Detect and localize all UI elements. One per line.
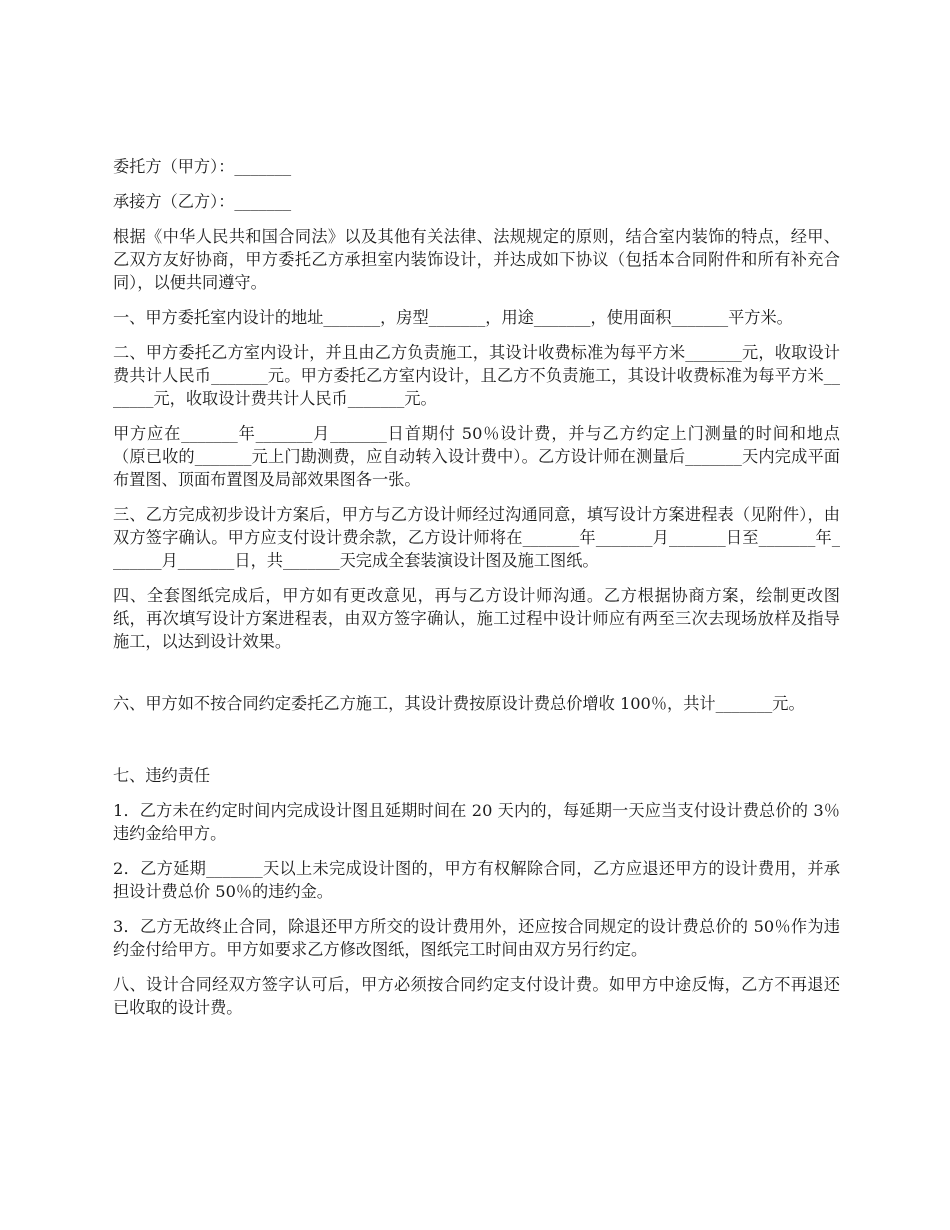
clause-2-paragraph: 二、甲方委托乙方室内设计，并且由乙方负责施工，其设计收费标准为每平方米_______元，收取设计费共计人民币_______元。甲方委托乙方室内设计，且乙方不负责施工，其设计收费标准为每平方米_______元，收取设计费共计人民币_______元。 (113, 343, 840, 408)
payment-schedule-paragraph: 甲方应在_______年_______月_______日首期付 50％设计费，并与乙方约定上门测量的时间和地点（原已收的_______元上门勘测费，应自动转入设计费中）。乙方设计师在测量后_______天内完成平面布置图、顶面布置图及局部效果图各一张。 (113, 424, 840, 489)
clause-8-paragraph: 八、设计合同经双方签字认可后，甲方必须按合同约定支付设计费。如甲方中途反悔，乙方不再退还已收取的设计费。 (113, 975, 840, 1017)
clause-7-heading: 七、违约责任 (113, 766, 211, 785)
clause-3-paragraph: 三、乙方完成初步设计方案后，甲方与乙方设计师经过沟通同意，填写设计方案进程表（见附件），由双方签字确认。甲方应支付设计费余款，乙方设计师将在_______年_______月_______日至_______年_______月_______日，共_______天完成全套装演设计图及施工图纸。 (113, 505, 840, 570)
breach-item-3: 3．乙方无故终止合同，除退还甲方所交的设计费用外，还应按合同规定的设计费总价的 50％作为违约金付给甲方。甲方如要求乙方修改图纸，图纸完工时间由双方另行约定。 (113, 917, 840, 959)
party-a-line: 委托方（甲方）：_______ (113, 157, 292, 176)
clause-6-paragraph: 六、甲方如不按合同约定委托乙方施工，其设计费按原设计费总价增收 100％，共计_______元。 (113, 694, 805, 713)
contract-document (113, 155, 840, 1031)
clause-1-paragraph: 一、甲方委托室内设计的地址_______，房型_______，用途_______，使用面积_______平方米。 (113, 308, 793, 327)
breach-item-1: 1．乙方未在约定时间内完成设计图且延期时间在 20 天内的，每延期一天应当支付设计费总价的 3％违约金给甲方。 (113, 801, 840, 843)
clause-4-paragraph: 四、全套图纸完成后，甲方如有更改意见，再与乙方设计师沟通。乙方根据协商方案，绘制更改图纸，再次填写设计方案进程表，由双方签字确认，施工过程中设计师应有两至三次去现场放样及指导施工，以达到设计效果。 (113, 586, 840, 651)
preamble-paragraph: 根据《中华人民共和国合同法》以及其他有关法律、法规规定的原则，结合室内装饰的特点，经甲、乙双方友好协商，甲方委托乙方承担室内装饰设计，并达成如下协议（包括本合同附件和所有补充合同），以便共同遵守。 (113, 227, 840, 292)
party-b-line: 承接方（乙方）：_______ (113, 192, 292, 211)
breach-item-2: 2．乙方延期_______天以上未完成设计图的，甲方有权解除合同，乙方应退还甲方的设计费用，并承担设计费总价 50％的违约金。 (113, 859, 840, 901)
